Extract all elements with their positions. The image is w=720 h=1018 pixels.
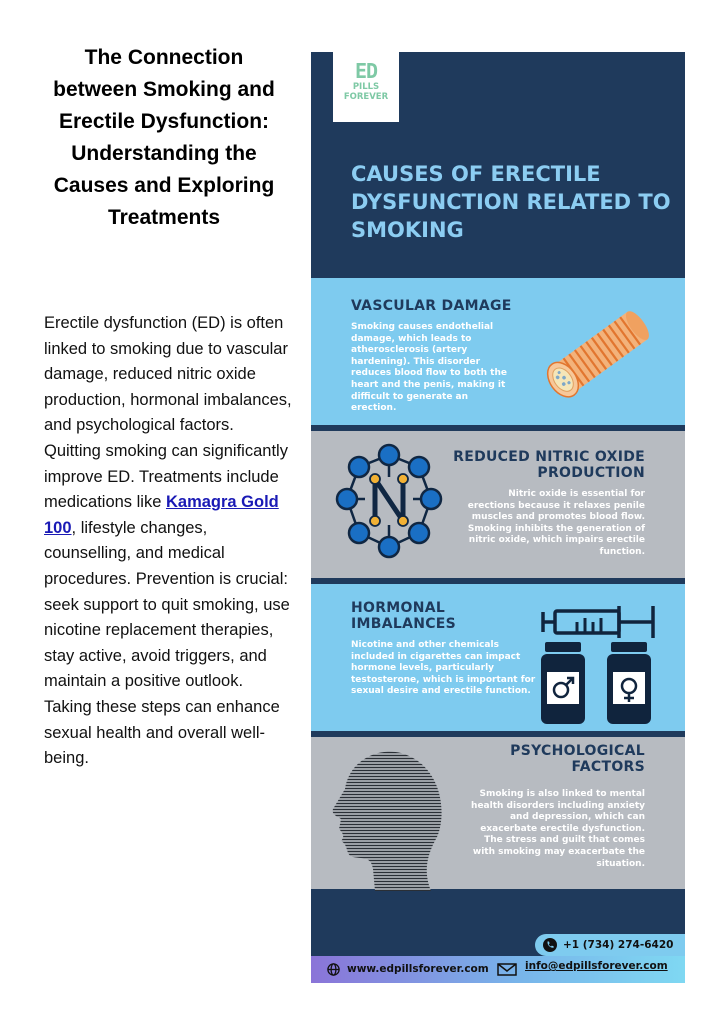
website-link[interactable]: www.edpillsforever.com <box>347 963 489 975</box>
kamagra-gold-link[interactable]: Kamagra Gold 100 <box>44 493 279 537</box>
section-text: Nitric oxide is essential for erections because it relaxes penile muscles and promotes blood flow. Smoking inhibits the generation of nitric oxide, which impairs erectile function. <box>467 489 645 557</box>
artery-icon <box>535 308 665 400</box>
phone-icon <box>543 938 557 952</box>
footer-phone[interactable] <box>535 934 685 956</box>
globe-icon <box>327 963 340 976</box>
article-body <box>44 311 294 772</box>
section-title: PSYCHOLOGICAL FACTORS <box>510 743 645 775</box>
section-vascular-damage <box>311 278 685 425</box>
section-nitric-oxide <box>311 431 685 578</box>
molecule-icon <box>329 441 449 565</box>
head-profile-icon <box>319 745 449 895</box>
section-hormonal-imbalances <box>311 584 685 731</box>
section-text: Nicotine and other chemicals included in cigarettes can impact hormone levels, particularly testosterone, which is important for sexual desire and erectile function. <box>351 640 536 697</box>
section-title: HORMONAL IMBALANCES <box>351 600 457 632</box>
mail-icon <box>497 963 517 976</box>
article-title: The Connection between Smoking and Erectile Dysfunction: Understanding the Causes and Exploring Treatments <box>53 46 275 229</box>
article-body-part-2: , lifestyle changes, counselling, and medical procedures. Prevention is crucial: seek support to quit smoking, use nicotine replacement therapies, stay active, avoid triggers, and maintain a positive outlook. Taking these steps can enhance sexual health and overall well-being. <box>44 518 290 768</box>
logo-mark: ED <box>354 59 378 83</box>
section-title: VASCULAR DAMAGE <box>351 298 512 314</box>
logo-line-1: PILLS <box>352 82 380 92</box>
section-title: REDUCED NITRIC OXIDE PRODUCTION <box>453 449 645 481</box>
section-psychological-factors <box>311 737 685 889</box>
logo <box>333 52 399 122</box>
phone-number: +1 (734) 274-6420 <box>563 939 674 951</box>
infographic <box>311 52 685 983</box>
section-text: Smoking causes endothelial damage, which leads to atherosclerosis (artery hardening). This disorder reduces blood flow to both the heart and the penis, making it difficult to generate an erection. <box>351 322 507 414</box>
article-body-part-1: Erectile dysfunction (ED) is often linked to smoking due to vascular damage, reduced nitric oxide production, hormonal imbalances, and psychological factors. Quitting smoking can significantly improve ED. Treatments include medications like <box>44 314 292 512</box>
hormone-bottles-icon <box>539 642 659 726</box>
logo-line-2: FOREVER <box>343 92 389 102</box>
infographic-heading: CAUSES OF ERECTILE DYSFUNCTION RELATED TO SMOKING <box>351 162 671 242</box>
email-link[interactable]: info@edpillsforever.com <box>525 960 668 972</box>
section-text: Smoking is also linked to mental health disorders including anxiety and depression, which can exacerbate erectile dysfunction. The stress and guilt that comes with smoking may exacerbate the situation. <box>471 789 645 869</box>
footer-bar <box>311 956 685 983</box>
